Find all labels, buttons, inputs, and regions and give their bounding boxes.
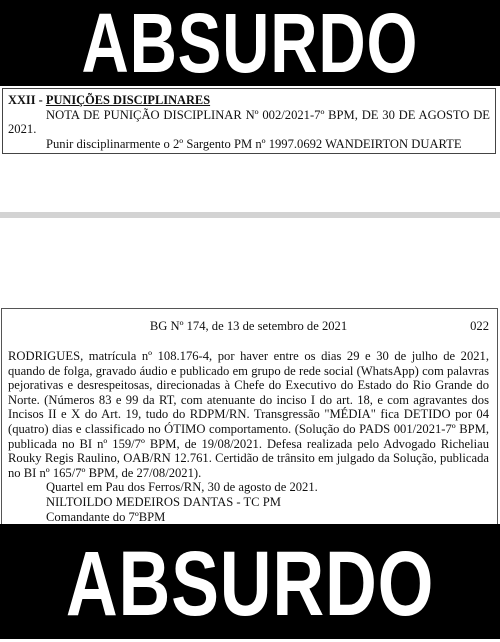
page-number: 022 bbox=[470, 319, 489, 333]
page-divider bbox=[0, 212, 500, 218]
punishment-line: Punir disciplinarmente o 2º Sargento PM nº 1997.0692 WANDEIRTON DUARTE bbox=[46, 136, 462, 151]
top-banner-text: ABSURDO bbox=[81, 0, 419, 90]
bottom-banner bbox=[0, 524, 500, 639]
note-title: NOTA DE PUNIÇÃO DISCIPLINAR Nº 002/2021-7º BPM, DE 30 DE AGOSTO DE 2021. bbox=[8, 107, 490, 137]
signatory-role: Comandante do 7ºBPM bbox=[46, 509, 166, 524]
section-heading: XXII - PUNIÇÕES DISCIPLINARES bbox=[8, 93, 211, 107]
section-number: XXII bbox=[8, 93, 36, 107]
document-excerpt-1 bbox=[2, 88, 496, 154]
section-title: PUNIÇÕES DISCIPLINARES bbox=[45, 93, 211, 107]
top-banner bbox=[0, 0, 500, 90]
document-excerpt-2 bbox=[1, 308, 498, 524]
punishment-body: RODRIGUES, matrícula nº 108.176-4, por haver entre os dias 29 e 30 de julho de 2021, quando de folga, gravado áudio e publicado em grupo de rede social (WhatsApp) com palavras pejorativas e desrespeitosas, direcionadas à Chefe do Executivo do Estado do Rio Grande do Norte. (Números 83 e 99 da RT, com atenuante do inciso I do art. 18, e com agravantes dos Incisos II e X do Art. 19, tudo do RDPM/RN. Transgressão "MÉDIA" fica DETIDO por 04 (quatro) dias e classificado no ÓTIMO comportamento. (Solução do PADS 001/2021-7º BPM, publicada no BI nº 159/7º BPM, de 19/08/2021. Defesa realizada pelo Advogado Richeliau Rouky Regis Raulino, OAB/RN 12.761. Certidão de trânsito em julgado da Solução, publicada no BI nº 165/7º BPM, de 27/08/2021). bbox=[8, 349, 489, 480]
place-date: Quartel em Pau dos Ferros/RN, 30 de agosto de 2021. bbox=[46, 480, 318, 495]
bulletin-title: BG Nº 174, de 13 de setembro de 2021 bbox=[149, 319, 348, 333]
signatory-name: NILTOILDO MEDEIROS DANTAS - TC PM bbox=[46, 494, 281, 509]
bulletin-header bbox=[8, 319, 489, 339]
bottom-banner-text: ABSURDO bbox=[65, 533, 435, 635]
